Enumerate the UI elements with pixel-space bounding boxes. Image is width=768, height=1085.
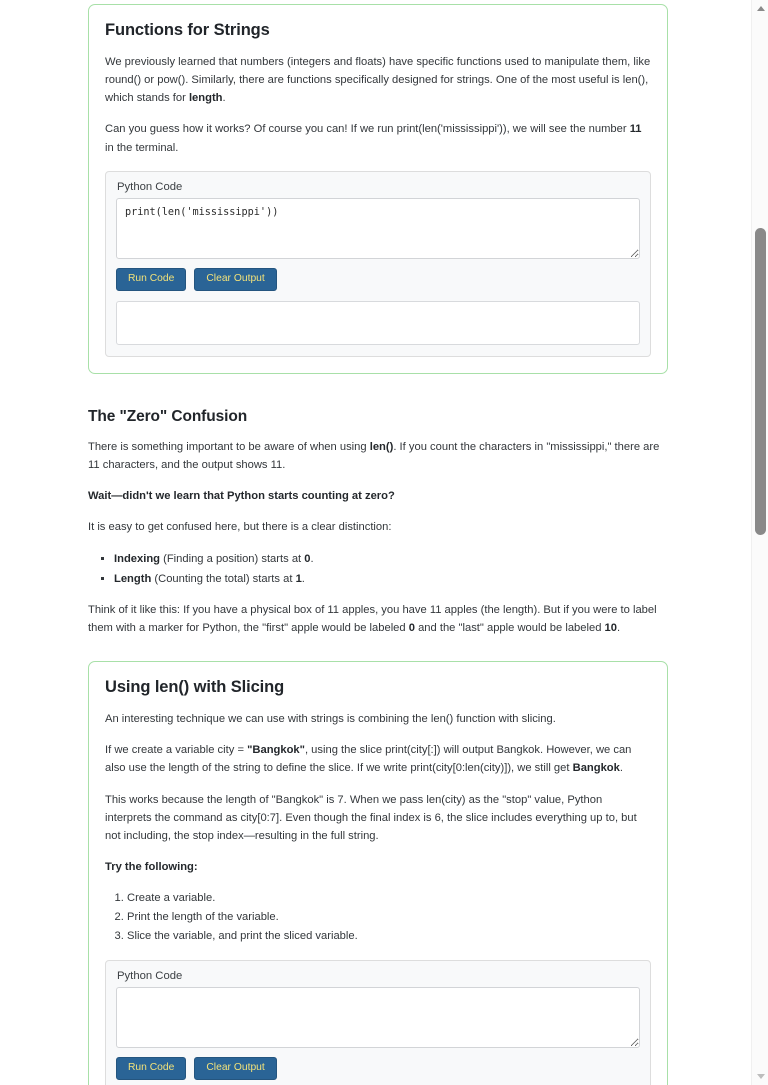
- output-panel-1: [116, 301, 640, 345]
- emphasis-text: length: [188, 92, 223, 105]
- text-run: Can you guess how it works? Of course you can! If we run print(len('mississippi')), we will see the number: [105, 123, 630, 136]
- emphasis-text: Try the following:: [105, 861, 198, 874]
- section-zero-confusion: [88, 408, 668, 637]
- emphasis-text: Wait—didn't we learn that Python starts counting at zero?: [88, 490, 395, 503]
- paragraph-slicing-3: [105, 791, 651, 845]
- text-run: in the terminal.: [105, 141, 179, 154]
- lesson-card-using-len-with-slicing: [88, 661, 668, 1085]
- emphasis-text: Bangkok: [572, 762, 620, 775]
- paragraph-apples-analogy: [88, 601, 668, 637]
- try-steps-list: [105, 889, 651, 945]
- text-run: .: [619, 762, 623, 775]
- paragraph-zero-1: [88, 438, 668, 474]
- emphasis-text: "Bangkok": [247, 744, 305, 757]
- clear-output-button-2[interactable]: Clear Output: [194, 1057, 276, 1080]
- clear-output-button-1[interactable]: Clear Output: [194, 268, 276, 291]
- card-title-slicing: Using len() with Slicing: [105, 678, 285, 697]
- text-run: It is easy to get confused here, but there is a clear distinction:: [88, 521, 392, 534]
- page-title: Functions for Strings: [105, 21, 270, 39]
- paragraph-zero-distinction: [88, 518, 668, 536]
- paragraph-zero-wait: [88, 487, 668, 505]
- python-code-label-2: Python Code: [117, 969, 183, 982]
- emphasis-text: 10: [604, 622, 617, 635]
- text-run: (Finding a position) starts at: [160, 552, 305, 565]
- python-code-widget-2: [105, 960, 651, 1085]
- text-run: .: [617, 622, 621, 635]
- lesson-card-functions-for-strings: [88, 4, 668, 374]
- scroll-up-arrow-icon[interactable]: [752, 0, 768, 17]
- emphasis-text: len(): [369, 441, 394, 454]
- emphasis-text: Length: [114, 572, 152, 585]
- content-column: [88, 0, 668, 1085]
- emphasis-text: 11: [629, 123, 642, 136]
- code-button-row-1: [116, 268, 640, 291]
- emphasis-text: 1: [295, 572, 302, 585]
- scrollbar-thumb[interactable]: [755, 228, 766, 535]
- vertical-scrollbar[interactable]: [751, 0, 768, 1085]
- code-button-row-2: [116, 1057, 640, 1080]
- distinction-bullet-list: [88, 550, 668, 588]
- python-code-widget-1: [105, 171, 651, 357]
- list-item: [114, 550, 668, 568]
- section-title-zero-confusion: The "Zero" Confusion: [88, 408, 248, 426]
- scroll-down-arrow-icon[interactable]: [752, 1068, 768, 1085]
- text-run: There is something important to be aware of when using: [88, 441, 370, 454]
- text-run: Think of it like this: If you have a physical box of 11 apples, you have 11 apples (the length). But if you were to label them with a marker for Python, the "first" apple would be labeled: [88, 603, 657, 635]
- text-run: .: [310, 552, 314, 565]
- text-run: We previously learned that numbers (integers and floats) have specific functions used to manipulate them, like round() or pow(). Similarly, there are functions specifically designed for strings. One of the most useful is len(), which stands for: [105, 56, 651, 105]
- text-run: An interesting technique we can use with strings is combining the len() function with slicing.: [105, 713, 556, 726]
- run-code-button-2[interactable]: Run Code: [116, 1057, 186, 1080]
- emphasis-text: 0: [304, 552, 311, 565]
- text-run: . If you count the characters in "mississippi," there are 11 characters, and the output shows 11.: [88, 441, 660, 472]
- list-item: [114, 570, 668, 588]
- text-run: This works because the length of "Bangkok" is 7. When we pass len(city) as the "stop" value, Python interprets the command as city[0:7]. Even though the final index is 6, the slice includes everything up to, but not including, the stop index—resulting in the full string.: [105, 793, 637, 842]
- text-run: and the "last" apple would be labeled: [414, 622, 605, 635]
- code-editor-1[interactable]: [116, 198, 640, 259]
- paragraph-slicing-1: [105, 710, 651, 728]
- emphasis-text: Indexing: [114, 552, 160, 565]
- text-run: .: [301, 572, 305, 585]
- text-run: .: [222, 92, 226, 105]
- list-item: 1. Create a variable.: [127, 889, 651, 907]
- run-code-button-1[interactable]: Run Code: [116, 268, 186, 291]
- python-code-label-1: Python Code: [117, 180, 183, 193]
- paragraph-try-the-following: [105, 858, 651, 876]
- list-item: 3. Slice the variable, and print the sliced variable.: [127, 927, 651, 945]
- spacer: [88, 374, 668, 408]
- paragraph-intro: [105, 53, 651, 107]
- list-item: 2. Print the length of the variable.: [127, 908, 651, 926]
- paragraph-guess: [105, 120, 651, 156]
- triangle-down-icon: [757, 1074, 765, 1079]
- paragraph-slicing-2: [105, 741, 651, 777]
- text-run: (Counting the total) starts at: [151, 572, 296, 585]
- text-run: If we create a variable city =: [105, 744, 248, 757]
- triangle-up-icon: [757, 6, 765, 11]
- spacer: [88, 637, 668, 661]
- text-run: , using the slice print(city[:]) will output Bangkok. However, we can also use the length of the string to define the slice. If we write print(city[0:len(city)]), we still get: [105, 744, 632, 775]
- code-editor-2[interactable]: [116, 987, 640, 1048]
- emphasis-text: 0: [408, 622, 415, 635]
